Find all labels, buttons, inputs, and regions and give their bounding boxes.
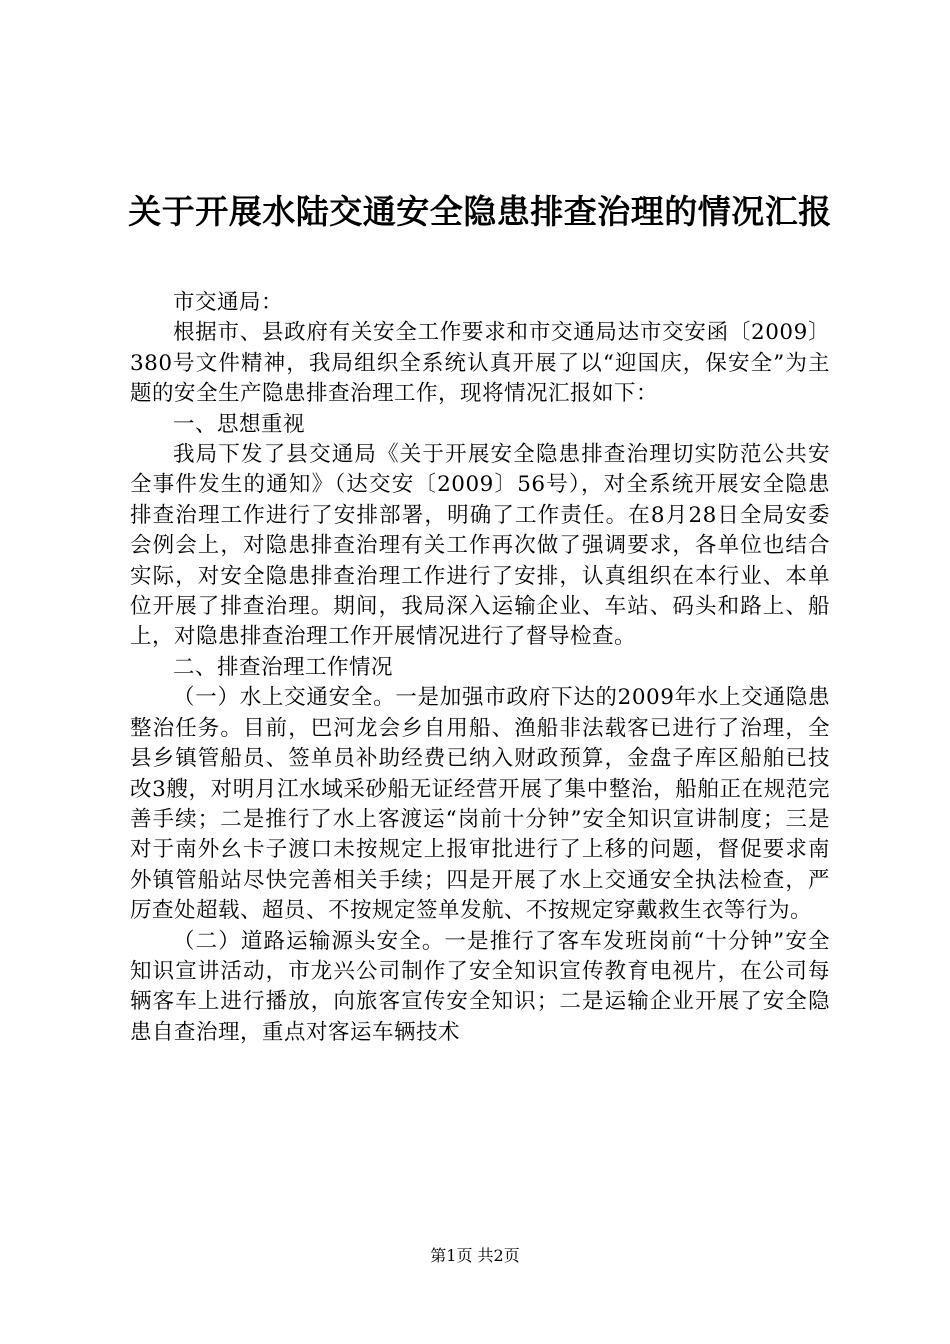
document-title: 关于开展水陆交通安全隐患排查治理的情况汇报 <box>128 192 832 231</box>
subsection-paragraph-water: （一）水上交通安全。一是加强市政府下达的2009年水上交通隐患整治任务。目前，巴河龙会乡自用船、渔船非法载客已进行了治理，全县乡镇管船员、签单员补助经费已纳入财政预算，金盘子库区船舶已技改3艘，对明月江水域采砂船无证经营开展了集中整治，船舶正在规范完善手续；二是推行了水上客渡运“岗前十分钟”安全知识宣讲制度；三是对于南外幺卡子渡口未按规定上报审批进行了上移的问题，督促要求南外镇管船站尽快完善相关手续；四是开展了水上交通安全执法检查，严厉查处超载、超员、不按规定签单发航、不按规定穿戴救生衣等行为。 <box>130 685 830 924</box>
section-heading-2: 二、排查治理工作情况 <box>173 654 394 680</box>
section-heading-1: 一、思想重视 <box>173 411 306 437</box>
document-body <box>130 288 830 1048</box>
subsection-paragraph-road: （二）道路运输源头安全。一是推行了客车发班岗前“十分钟”安全知识宣讲活动，市龙兴公司制作了安全知识宣传教育电视片，在公司每辆客车上进行播放，向旅客宣传安全知识；二是运输企业开展了安全隐患自查治理，重点对客运车辆技术 <box>130 928 830 1045</box>
page-number-footer: 第1页 共2页 <box>430 1246 520 1265</box>
intro-paragraph: 根据市、县政府有关安全工作要求和市交通局达市交安函〔2009〕380号文件精神，我局组织全系统认真开展了以“迎国庆，保安全”为主题的安全生产隐患排查治理工作，现将情况汇报如下： <box>130 320 830 407</box>
salutation: 市交通局： <box>173 290 284 315</box>
section-paragraph-1: 我局下发了县交通局《关于开展安全隐患排查治理切实防范公共安全事件发生的通知》（达交安〔2009〕56号），对全系统开展安全隐患排查治理工作进行了安排部署，明确了工作责任。在8月28日全局安委会例会上，对隐患排查治理有关工作再次做了强调要求，各单位也结合实际，对安全隐患排查治理工作进行了安排，认真组织在本行业、本单位开展了排查治理。期间，我局深入运输企业、车站、码头和路上、船上，对隐患排查治理工作开展情况进行了督导检查。 <box>130 442 830 650</box>
